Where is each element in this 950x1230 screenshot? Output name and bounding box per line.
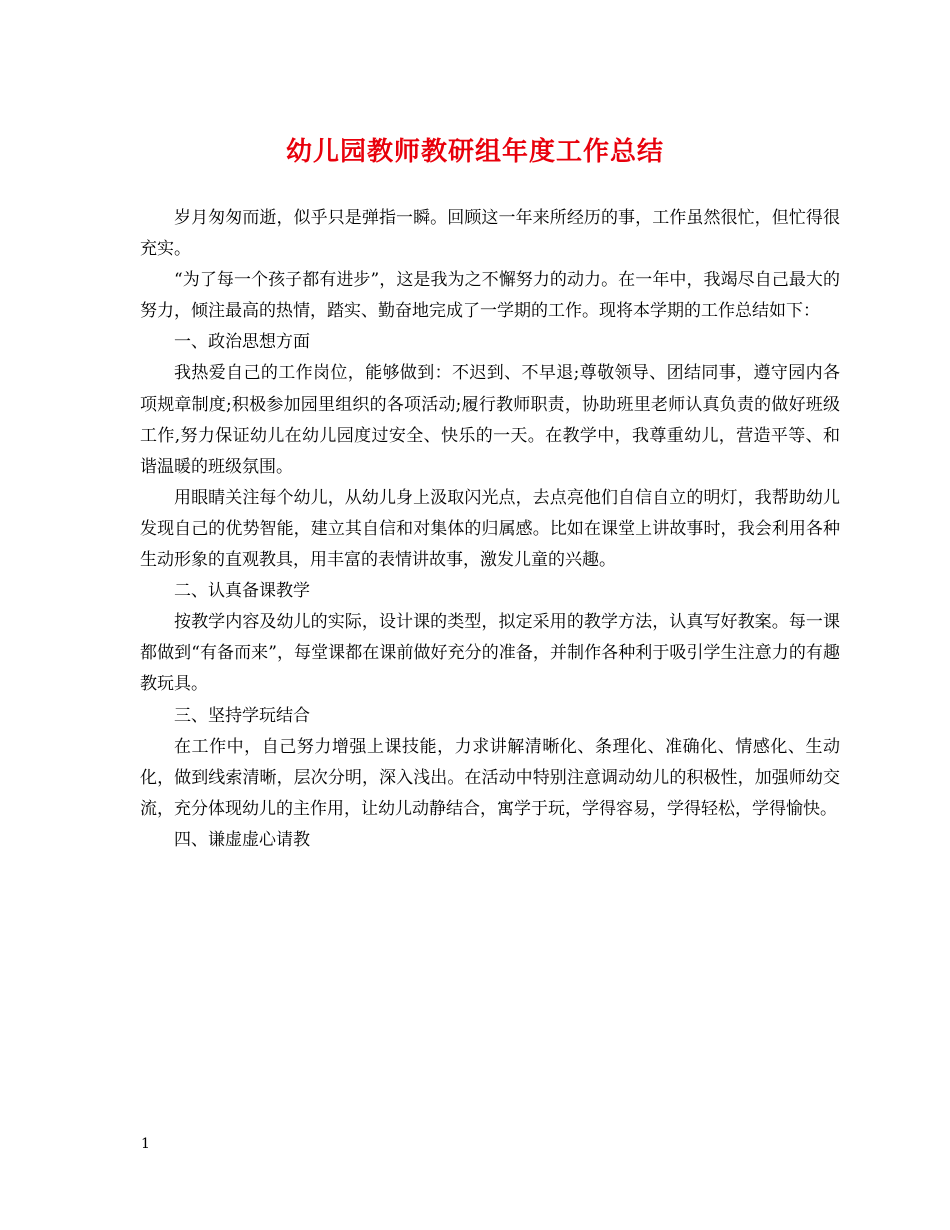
paragraph-motivation: “为了每一个孩子都有进步”，这是我为之不懈努力的动力。在一年中，我竭尽自己最大的努力，倾注最高的热情，踏实、勤奋地完成了一学期的工作。现将本学期的工作总结如下： (140, 270, 840, 322)
paragraph-section-1a: 我热爱自己的工作岗位，能够做到：不迟到、不早退;尊敬领导、团结同事，遵守园内各项规章制度;积极参加园里组织的各项活动;履行教师职责，协助班里老师认真负责的做好班级工作,努力保证幼儿在幼儿园度过安全、快乐的一天。在教学中，我尊重幼儿，营造平等、和谐温暖的班级氛围。 (140, 363, 840, 477)
section-heading-2: 二、认真备课教学 (174, 581, 310, 602)
document-title: 幼儿园教师教研组年度工作总结 (285, 137, 664, 167)
page-number: 1 (141, 1136, 150, 1152)
section-heading-4: 四、谦虚虚心请教 (174, 829, 310, 850)
section-heading-1: 一、政治思想方面 (174, 332, 310, 353)
section-heading-3: 三、坚持学玩结合 (174, 705, 310, 726)
paragraph-section-2: 按教学内容及幼儿的实际，设计课的类型，拟定采用的教学方法，认真写好教案。每一课都做到“有备而来”，每堂课都在课前做好充分的准备，并制作各种利于吸引学生注意力的有趣教玩具。 (140, 612, 840, 695)
document-body (140, 203, 840, 856)
paragraph-intro: 岁月匆匆而逝，似乎只是弹指一瞬。回顾这一年来所经历的事，工作虽然很忙，但忙得很充实。 (140, 208, 840, 260)
paragraph-section-3: 在工作中，自己努力增强上课技能，力求讲解清晰化、条理化、准确化、情感化、生动化，做到线索清晰，层次分明，深入浅出。在活动中特别注意调动幼儿的积极性，加强师幼交流，充分体现幼儿的主作用，让幼儿动静结合，寓学于玩，学得容易，学得轻松，学得愉快。 (140, 736, 840, 819)
paragraph-section-1b: 用眼睛关注每个幼儿，从幼儿身上汲取闪光点，去点亮他们自信自立的明灯，我帮助幼儿发现自己的优势智能，建立其自信和对集体的归属感。比如在课堂上讲故事时，我会利用各种生动形象的直观教具，用丰富的表情讲故事，激发儿童的兴趣。 (140, 487, 840, 571)
